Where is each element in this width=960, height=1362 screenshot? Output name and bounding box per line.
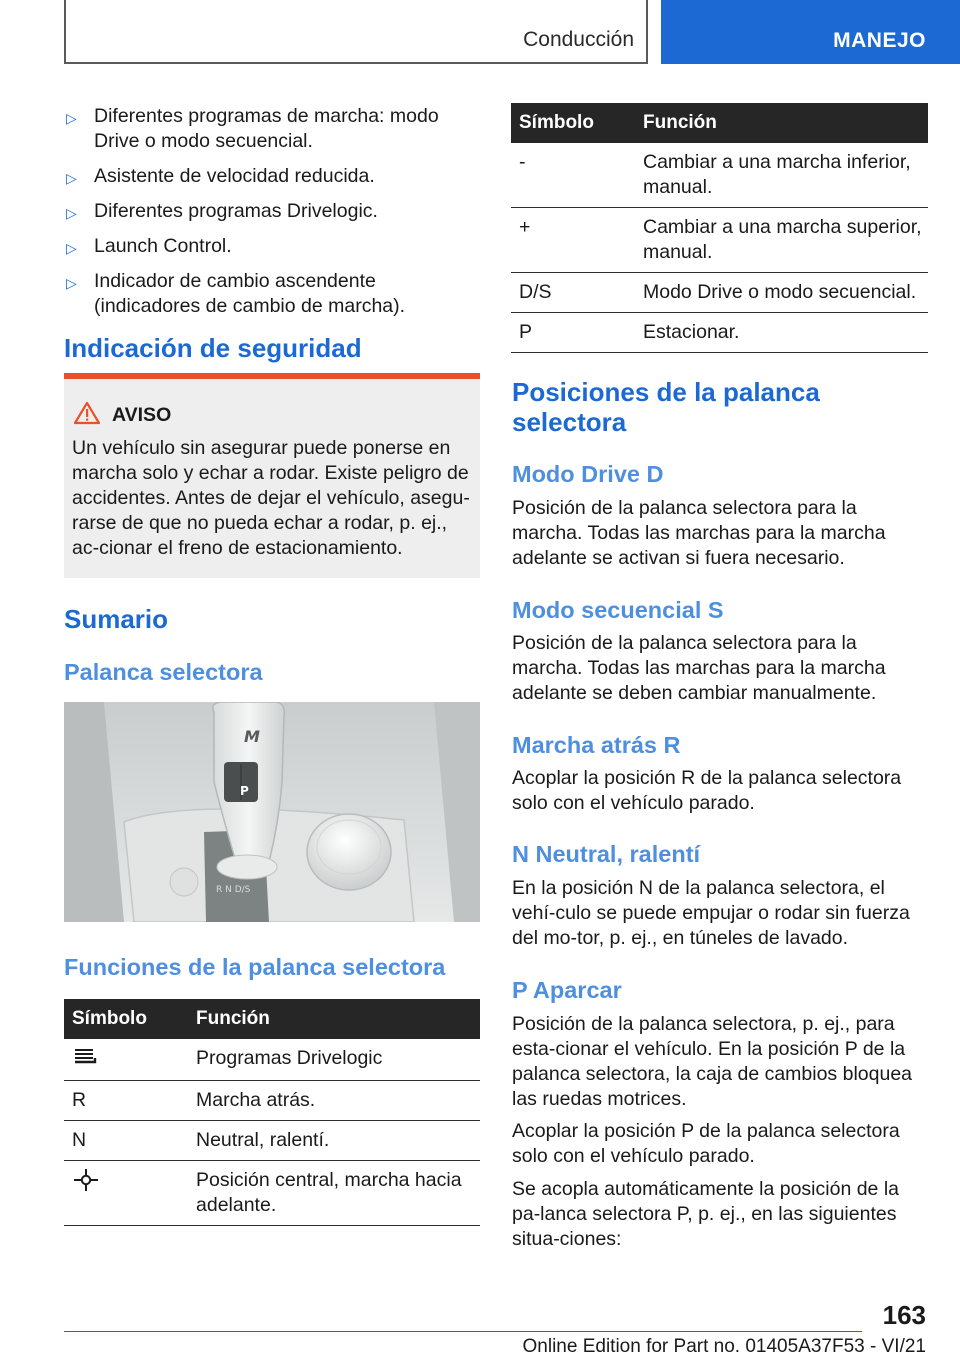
list-item: ▷ Diferentes programas de marcha: modo Drive o modo secuencial. <box>66 105 439 152</box>
symbol-cell: - <box>511 143 635 208</box>
selector-lever-photo <box>64 702 480 922</box>
function-cell: Cambiar a una marcha inferior, manual. <box>635 143 928 208</box>
list-item: ▷ Asistente de velocidad reducida. <box>64 164 480 189</box>
table-row <box>511 143 928 208</box>
column-header-symbol: Símbolo <box>64 999 188 1039</box>
table-row <box>511 313 928 353</box>
symbol-cell: P <box>511 313 635 353</box>
table-row <box>511 273 928 313</box>
list-item: ▷ Launch Control. <box>64 234 480 259</box>
section-title-park: P Aparcar <box>512 977 622 1003</box>
drivelogic-icon <box>72 1046 98 1066</box>
section-title-sequential: Modo secuencial S <box>512 597 724 623</box>
table-row <box>64 1081 480 1121</box>
section-text-sequential: Posición de la palanca selectora para la marcha. Todas las marchas para la marcha adelante se deben cambiar manualmente. <box>512 632 886 704</box>
table-row <box>511 208 928 273</box>
footer-edition: Online Edition for Part no. 01405A37F53 - VI/21 <box>522 1336 926 1357</box>
section-title-reverse: Marcha atrás R <box>512 732 681 758</box>
header-chapter-tab[interactable] <box>661 0 960 64</box>
function-cell: Posición central, marcha hacia adelante. <box>188 1161 480 1226</box>
m-logo-label: M <box>244 727 260 746</box>
section-text-park-3: Se acopla automáticamente la posición de la pa-lanca selectora P, p. ej., en las siguientes situa-ciones: <box>512 1178 899 1250</box>
symbol-cell: D/S <box>511 273 635 313</box>
p-button-label: P <box>240 784 249 798</box>
function-cell: Cambiar a una marcha superior, manual. <box>635 208 928 273</box>
table-row <box>64 1161 480 1226</box>
functions-heading: Funciones de la palanca selectora <box>64 954 446 980</box>
symbol-cell: R <box>64 1081 188 1121</box>
column-header-function: Función <box>188 999 480 1039</box>
triangle-bullet-icon: ▷ <box>66 275 77 291</box>
warning-text: Un vehículo sin asegurar puede ponerse en marcha solo y echar a rodar. Existe peligro de accidentes. Antes de dejar el vehículo, asegu-rarse de que no pueda echar a rodar, p. ej., ac-cionar el freno de estacionamiento. <box>72 437 470 559</box>
header-chapter-title: MANEJO <box>833 29 926 52</box>
table-row <box>64 1121 480 1161</box>
symbol-cell: + <box>511 208 635 273</box>
triangle-bullet-icon: ▷ <box>66 110 77 126</box>
section-title-drive: Modo Drive D <box>512 461 664 487</box>
column-header-function: Función <box>635 103 928 143</box>
footer-divider <box>64 1331 862 1332</box>
function-cell: Modo Drive o modo secuencial. <box>635 273 928 313</box>
table-header-row <box>511 103 928 143</box>
selector-lever-subheading: Palanca selectora <box>64 659 263 685</box>
section-text-reverse: Acoplar la posición R de la palanca selectora solo con el vehículo parado. <box>512 767 902 814</box>
list-item: ▷ Indicador de cambio ascendente (indicadores de cambio de marcha). <box>66 270 406 317</box>
safety-heading: Indicación de seguridad <box>64 333 362 363</box>
triangle-bullet-icon: ▷ <box>66 240 77 256</box>
function-cell: Estacionar. <box>635 313 928 353</box>
feature-bullet-list <box>64 104 480 329</box>
gear-marks-label: R N D/S <box>216 885 251 895</box>
positions-heading: Posiciones de la palanca selectora <box>512 377 820 437</box>
center-position-icon <box>72 1168 100 1192</box>
function-cell: Programas Drivelogic <box>188 1039 480 1081</box>
column-header-symbol: Símbolo <box>511 103 635 143</box>
warning-box <box>64 373 480 578</box>
warning-triangle-icon <box>74 401 100 425</box>
section-text-drive: Posición de la palanca selectora para la marcha. Todas las marchas para la marcha adelante se activan si fuera necesario. <box>512 497 886 569</box>
header-section-title: Conducción <box>523 28 634 51</box>
selector-lever-illustration <box>64 702 480 922</box>
list-item: ▷ Diferentes programas Drivelogic. <box>64 199 480 224</box>
function-cell: Neutral, ralentí. <box>188 1121 480 1161</box>
table-row <box>64 1039 480 1081</box>
function-cell: Marcha atrás. <box>188 1081 480 1121</box>
section-text-neutral: En la posición N de la palanca selectora, el vehí-culo se puede empujar o rodar sin fuerza del mo-tor, p. ej., en túneles de lavado. <box>512 877 910 949</box>
triangle-bullet-icon: ▷ <box>66 170 77 186</box>
warning-title: AVISO <box>112 404 172 426</box>
table-header-row <box>64 999 480 1039</box>
symbol-cell: N <box>64 1121 188 1161</box>
page-number: 163 <box>882 1300 926 1330</box>
functions-table <box>64 999 480 1226</box>
section-text-park-2: Acoplar la posición P de la palanca selectora solo con el vehículo parado. <box>512 1120 900 1167</box>
symbol-cell <box>64 1039 188 1081</box>
shift-functions-table <box>511 103 928 353</box>
symbol-cell <box>64 1161 188 1226</box>
triangle-bullet-icon: ▷ <box>66 205 77 221</box>
header-section-box <box>64 0 648 64</box>
section-title-neutral: N Neutral, ralentí <box>512 841 701 867</box>
summary-heading: Sumario <box>64 604 169 634</box>
section-text-park-1: Posición de la palanca selectora, p. ej., para esta-cionar el vehículo. En la posición P de la palanca selectora, la caja de cambios bloquea las ruedas motrices. <box>512 1013 913 1110</box>
